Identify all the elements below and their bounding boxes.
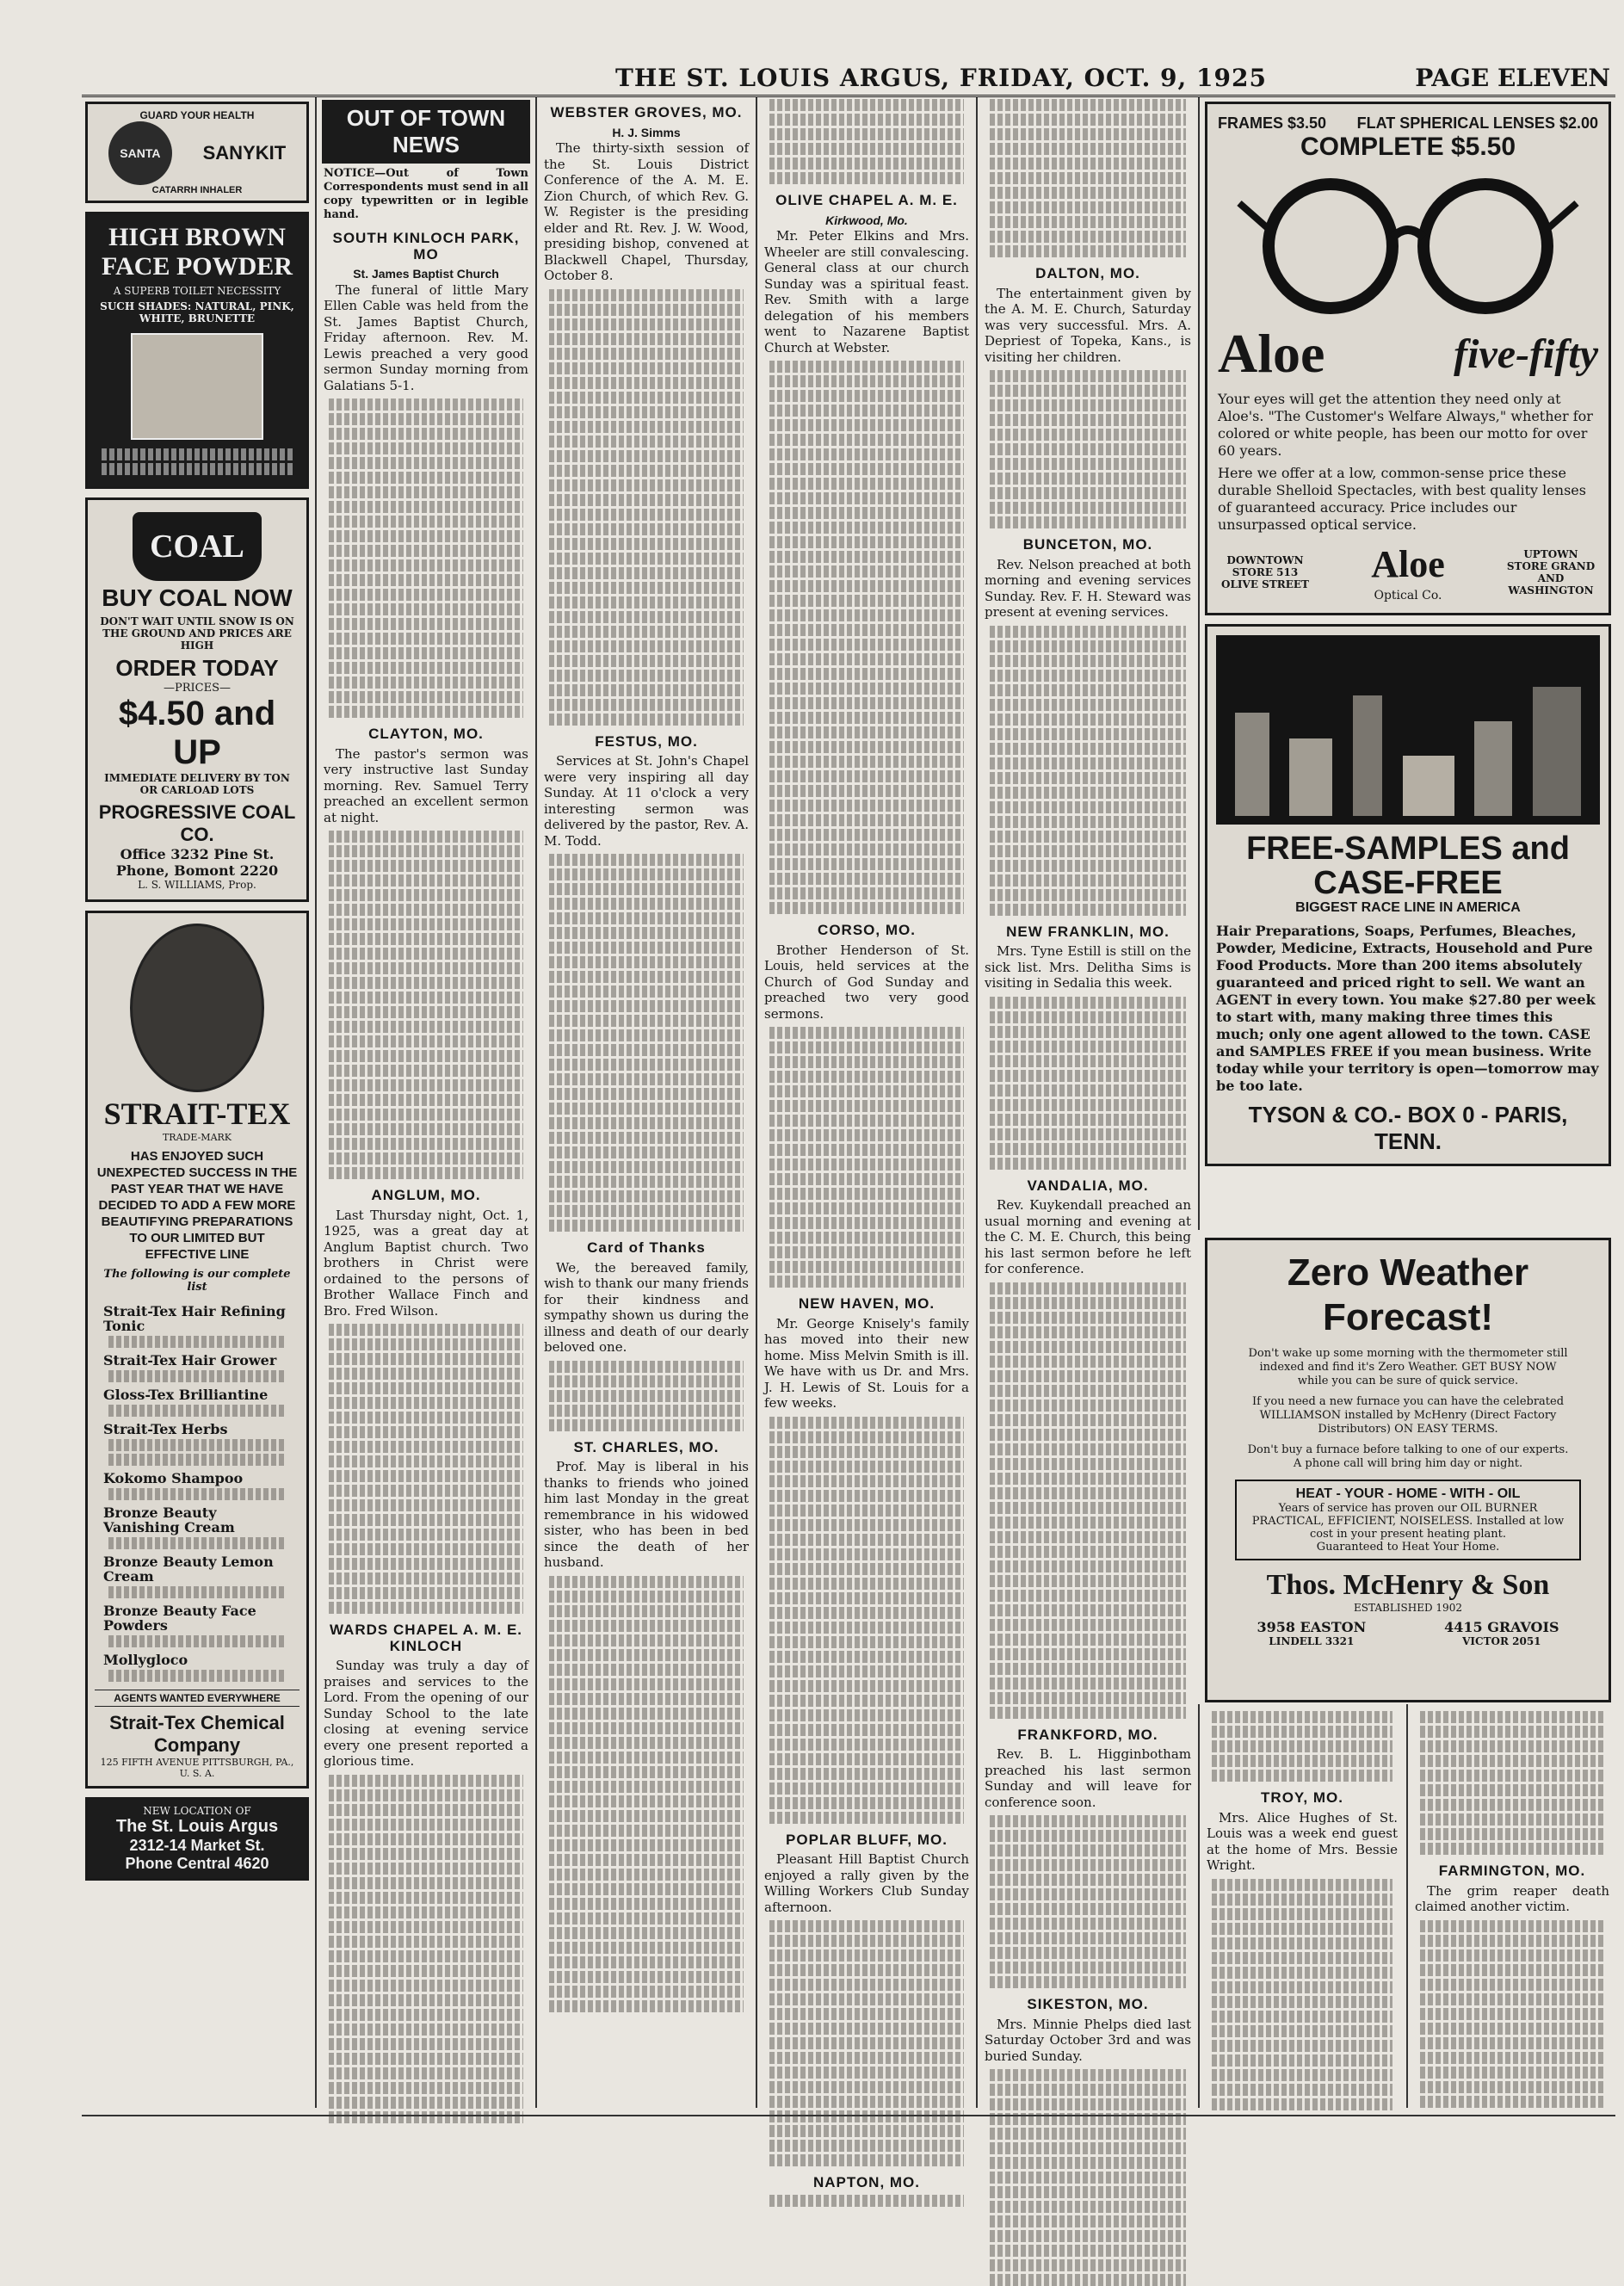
mchenry-phone2: VICTOR 2051 (1462, 1635, 1541, 1647)
coal-pile-image: COAL (133, 512, 262, 581)
c3-section-0 (539, 105, 754, 726)
aloe-lenses: FLAT SPHERICAL LENSES $2.00 (1356, 114, 1598, 132)
mchenry-oil4: Guaranteed to Heat Your Home. (1316, 1541, 1500, 1554)
aloe-frames: FRAMES $3.50 (1218, 114, 1327, 132)
section-text: Mrs. Minnie Phelps died last Saturday October 3rd and was buried Sunday. (985, 2016, 1191, 2064)
santa-logo: SANTA (108, 121, 172, 185)
argus-line3: 2312-14 Market St. (129, 1837, 265, 1854)
news-column-6b (1410, 1708, 1615, 2108)
tyson-ad (1205, 624, 1611, 1166)
mchenry-oil3: PRACTICAL, EFFICIENT, NOISELESS. Installed at low cost in your present heating plant. (1251, 1515, 1565, 1541)
c2-section-0 (318, 231, 534, 718)
strait-tex-agents: AGENTS WANTED EVERYWHERE (95, 1690, 299, 1707)
section-text: Mr. George Knisely's family has moved into their new home. Miss Melvin Smith is ill. We have with us Dr. and Mrs. J. H. Lewis of St. Louis for a few weeks. (764, 1315, 969, 1411)
santa-product: CATARRH INHALER (151, 185, 243, 195)
section-head: ANGLUM, MO. (371, 1187, 481, 1203)
section-head: Card of Thanks (587, 1239, 706, 1256)
section-head: SOUTH KINLOCH PARK, MO (332, 230, 520, 263)
strait-tex-product-list (95, 1294, 299, 1690)
out-of-town-title: OUT OF TOWN NEWS (346, 105, 506, 158)
aloe-body: Your eyes will get the attention they need only at Aloe's. "The Customer's Welfare Always," whether for colored or white people, has been our motto for over 60 years. (1218, 391, 1593, 459)
ad-column-right (1201, 96, 1615, 1226)
section-text: The pastor's sermon was very instructive last Sunday morning. Rev. Samuel Terry preached an excellent sermon at night. (324, 745, 528, 825)
section-sub: Kirkwood, Mo. (825, 213, 908, 227)
mchenry-addr1: 3958 EASTON (1257, 1619, 1367, 1635)
section-text: Pleasant Hill Baptist Church enjoyed a rally given by the Willing Workers Club Sunday afternoon. (764, 1851, 969, 1915)
mchenry-headline: Zero Weather Forecast! (1287, 1251, 1529, 1338)
coal-delivery: IMMEDIATE DELIVERY BY TON OR CARLOAD LOTS (104, 772, 290, 796)
aloe-optical: Optical Co. (1374, 589, 1442, 602)
mchenry-company: Thos. McHenry & Son (1266, 1569, 1550, 1601)
coal-office: Office 3232 Pine St. (120, 846, 275, 862)
c5-section-3 (979, 1178, 1196, 1719)
strait-tex-ad (85, 911, 309, 1789)
mchenry-body3: Don't buy a furnace before talking to one of our experts. A phone call will bring him day or night. (1247, 1443, 1569, 1470)
section-text: We, the bereaved family, wish to thank our many friends for their kindness and sympathy shown us during the illness and death of our dearly beloved one. (544, 1259, 749, 1355)
coal-price: $4.50 and UP (118, 695, 276, 771)
high-brown-ad (85, 212, 309, 489)
product-item: Kokomo Shampoo (103, 1470, 244, 1486)
c6-section-1 (1410, 1863, 1615, 2108)
strait-tex-list-title: The following is our complete list (103, 1268, 291, 1294)
out-of-town-header (322, 100, 530, 164)
c3-section-3 (539, 1440, 754, 2012)
ad-column-left (82, 96, 312, 2108)
mchenry-established: ESTABLISHED 1902 (1354, 1602, 1462, 1614)
section-head: NAPTON, MO. (812, 2174, 921, 2190)
section-text: The entertainment given by the A. M. E. Church, Saturday was very successful. Mrs. A. Depriest of Topeka, Kans., is visiting her children. (985, 285, 1191, 365)
coal-owner: L. S. WILLIAMS, Prop. (138, 879, 256, 891)
strait-tex-mark: TRADE-MARK (162, 1132, 232, 1143)
section-head: CLAYTON, MO. (368, 726, 484, 742)
section-text: Rev. B. L. Higginbotham preached his last sermon Sunday and will leave for conference soon. (985, 1746, 1191, 1810)
c6-pre (1201, 1711, 1403, 1782)
c6-section-0 (1201, 1790, 1403, 2110)
c3-section-2 (539, 1240, 754, 1431)
aloe-price: five-fifty (1454, 331, 1598, 377)
section-head: BUNCETON, MO. (1022, 536, 1153, 553)
woman-portrait (130, 924, 264, 1092)
product-item: Mollygloco (103, 1652, 188, 1668)
coal-order: ORDER TODAY (115, 655, 279, 681)
coal-company: PROGRESSIVE COAL CO. (98, 801, 296, 845)
c4-section-4 (759, 2175, 974, 2207)
section-head: CORSO, MO. (818, 922, 916, 938)
sanykit-name: SANYKIT (202, 142, 287, 164)
section-head: WEBSTER GROVES, MO. (550, 104, 743, 120)
c5-section-pre (979, 99, 1196, 257)
section-head: ST. CHARLES, MO. (573, 1438, 719, 1455)
section-head: FRANKFORD, MO. (1017, 1726, 1158, 1743)
c2-section-3 (318, 1622, 534, 2123)
news-column-2 (318, 96, 534, 2108)
section-head: VANDALIA, MO. (1027, 1177, 1149, 1194)
santa-ad (85, 102, 309, 203)
santa-ad-title: GUARD YOUR HEALTH (139, 109, 255, 121)
c2-section-1 (318, 726, 534, 1179)
news-column-3 (539, 96, 754, 2108)
coal-ad (85, 497, 309, 902)
product-item: Bronze Beauty Vanishing Cream (103, 1504, 235, 1535)
mchenry-body: Don't wake up some morning with the thermometer still indexed and find it's Zero Weather. GET BUSY NOW while you can be sure of quick service. (1248, 1347, 1568, 1387)
section-sub: H. J. Simms (612, 125, 681, 139)
argus-location-box (85, 1797, 309, 1881)
coal-warning: DON'T WAIT UNTIL SNOW IS ON THE GROUND AND PRICES ARE HIGH (100, 615, 294, 652)
mchenry-ad (1205, 1238, 1611, 1702)
product-item: Strait-Tex Hair Grower (103, 1352, 277, 1369)
strait-tex-address: 125 FIFTH AVENUE PITTSBURGH, PA., U. S. A. (100, 1757, 294, 1779)
powder-box-image (131, 333, 263, 440)
section-text: The grim reaper death claimed another victim. (1415, 1882, 1609, 1914)
correspondent-notice: NOTICE—Out of Town Correspondents must send in all copy typewritten or in legible hand. (324, 167, 528, 221)
aloe-ad (1205, 102, 1611, 615)
aloe-complete: COMPLETE $5.50 (1300, 133, 1516, 161)
news-column-6a (1201, 1708, 1403, 2108)
aloe-logo: Aloe (1371, 543, 1445, 585)
section-text: The thirty-sixth session of the St. Louis District Conference of the A. M. E. Zion Church, of which Rev. G. W. Register is the presiding elder and Rt. Rev. J. W. Wood, presiding bishop, convened at Blackwell Chapel, Thursday, October 8. (544, 140, 749, 283)
section-head: POPLAR BLUFF, MO. (786, 1831, 948, 1848)
high-brown-title: HIGH BROWN FACE POWDER (102, 223, 293, 281)
section-head: SIKESTON, MO. (1027, 1996, 1149, 2012)
product-item: Strait-Tex Herbs (103, 1421, 228, 1437)
product-item: Strait-Tex Hair Refining Tonic (103, 1303, 286, 1334)
c2-section-2 (318, 1188, 534, 1614)
argus-line1: NEW LOCATION OF (143, 1805, 251, 1817)
mchenry-ad-wrap (1201, 1233, 1615, 1697)
mchenry-body2: If you need a new furnace you can have the celebrated WILLIAMSON installed by McHenry (Direct Factory Distributors) ON EASY TERMS. (1251, 1395, 1565, 1436)
strait-tex-brand: STRAIT-TEX (103, 1097, 291, 1131)
c5-section-5 (979, 1997, 1196, 2286)
coal-buy: BUY COAL NOW (102, 584, 293, 611)
aloe-downtown: DOWNTOWN STORE 513 OLIVE STREET (1221, 554, 1309, 590)
section-head: NEW FRANKLIN, MO. (1006, 923, 1170, 940)
section-head: TROY, MO. (1261, 1789, 1343, 1806)
argus-line2: The St. Louis Argus (115, 1817, 279, 1836)
tyson-products-image (1216, 635, 1600, 825)
coal-phone: Phone, Bomont 2220 (115, 862, 279, 879)
c5-section-0 (979, 266, 1196, 528)
section-head: WARDS CHAPEL A. M. E. KINLOCH (329, 1622, 523, 1654)
section-sub: St. James Baptist Church (353, 267, 499, 281)
c5-section-4 (979, 1727, 1196, 1989)
section-head: FARMINGTON, MO. (1438, 1863, 1586, 1879)
strait-tex-claim: HAS ENJOYED SUCH UNEXPECTED SUCCESS IN THE PAST YEAR THAT WE HAVE DECIDED TO ADD A FEW MORE BEAUTIFYING PREPARATIONS TO OUR LIMITED BUT EFFECTIVE LINE (96, 1149, 298, 1262)
aloe-brand: Aloe (1218, 323, 1325, 384)
c5-section-2 (979, 924, 1196, 1170)
c4-section-1 (759, 923, 974, 1288)
masthead (82, 59, 1615, 97)
product-item: Gloss-Tex Brilliantine (103, 1387, 269, 1403)
mchenry-oil-line: HEAT - YOUR - HOME - WITH - OIL (1295, 1486, 1521, 1501)
product-item: Bronze Beauty Face Powders (103, 1603, 256, 1634)
c3-section-1 (539, 734, 754, 1233)
masthead-date: THE ST. LOUIS ARGUS, FRIDAY, OCT. 9, 1925 (615, 64, 1267, 92)
section-text: Mr. Peter Elkins and Mrs. Wheeler are still convalescing. General class at our church Sunday was a spiritual feast. Rev. Smith with a large delegation of his members went to Nazarene Baptist Church at Webster. (764, 228, 969, 355)
tyson-body: Hair Preparations, Soaps, Perfumes, Bleaches, Powder, Medicine, Extracts, Household and Pure Food Products. More than 200 items absolutely guaranteed and priced right to sell. We want an AGENT in every town. You make $27.80 per week to start with, many making three times this much; only one agent allowed to the town. CASE and SAMPLES FREE if you mean business. Write today while your territory is open—tomorrow may be too late. (1216, 923, 1599, 1094)
section-head: FESTUS, MO. (595, 732, 698, 750)
mchenry-phone1: LINDELL 3321 (1269, 1635, 1355, 1647)
section-text: Rev. Kuykendall preached an usual morning and evening at the C. M. E. Church, this being his last sermon before he left for conference. (985, 1197, 1191, 1276)
coal-prices-label: —PRICES— (163, 682, 231, 695)
section-text: The funeral of little Mary Ellen Cable was held from the St. James Baptist Church, Friday afternoon. Rev. M. Lewis preached a very good sermon Sunday morning from Galatians 5-1. (324, 281, 528, 393)
section-text: Mrs. Alice Hughes of St. Louis was a week end guest at the home of Mrs. Bessie Wright. (1207, 1809, 1398, 1873)
section-text: Last Thursday night, Oct. 1, 1925, was a great day at Anglum Baptist church. Two brothers in Christ were ordained to the persons of Brother Wallace Finch and Bro. Fred Wilson. (324, 1207, 528, 1319)
high-brown-tagline: A SUPERB TOILET NECESSITY (113, 285, 281, 297)
tyson-company: TYSON & CO.- BOX 0 - PARIS, TENN. (1248, 1102, 1568, 1154)
section-head: DALTON, MO. (1035, 265, 1140, 281)
c4-section-2 (759, 1296, 974, 1824)
page-number: PAGE ELEVEN (1415, 64, 1610, 92)
high-brown-shades: SUCH SHADES: NATURAL, PINK, WHITE, BRUNETTE (100, 300, 294, 324)
product-item: Bronze Beauty Lemon Cream (103, 1554, 274, 1585)
section-text: Prof. May is liberal in his thanks to friends who joined him last Monday in the great remembrance in his widowed sister, who has been in bed since the death of her husband. (544, 1459, 749, 1570)
c5-section-1 (979, 537, 1196, 916)
section-head: NEW HAVEN, MO. (798, 1295, 935, 1312)
aloe-body2: Here we offer at a low, common-sense price these durable Shelloid Spectacles, with best quality lenses of guaranteed accuracy. Price includes our unsurpassed optical service. (1218, 465, 1586, 533)
section-text: Services at St. John's Chapel were very inspiring all day Sunday. At 11 o'clock a very interesting sermon was delivered by the pastor, Rev. A. M. Todd. (544, 753, 749, 849)
tyson-headline: FREE-SAMPLES and CASE-FREE (1246, 831, 1570, 901)
c4-section-0 (759, 99, 974, 914)
c6b-pre (1410, 1711, 1615, 1855)
strait-tex-company: Strait-Tex Chemical Company (109, 1712, 285, 1756)
mchenry-oil2: Years of service has proven our OIL BURNER (1278, 1502, 1538, 1515)
tyson-sub: BIGGEST RACE LINE IN AMERICA (1295, 900, 1521, 915)
section-text: Brother Henderson of St. Louis, held services at the Church of God Sunday and preached two very good sermons. (764, 942, 969, 1022)
section-text: Rev. Nelson preached at both morning and evening services Sunday. Rev. F. H. Steward was present at evening services. (985, 556, 1191, 620)
section-text: Sunday was truly a day of praises and services to the Lord. From the opening of our Sunday School to the late closing at evening service every one present reported a glorious time. (324, 1658, 528, 1769)
section-text: Mrs. Tyne Estill is still on the sick list. Mrs. Delitha Sims is visiting in Sedalia this week. (985, 943, 1191, 991)
spectacles-illustration (1236, 169, 1580, 315)
news-column-4 (759, 96, 974, 2190)
argus-line4: Phone Central 4620 (125, 1855, 269, 1872)
section-head: OLIVE CHAPEL A. M. E. (775, 192, 958, 208)
news-column-5 (979, 96, 1196, 2108)
mchenry-addr2: 4415 GRAVOIS (1444, 1619, 1559, 1635)
aloe-uptown: UPTOWN STORE GRAND AND WASHINGTON (1506, 548, 1596, 596)
